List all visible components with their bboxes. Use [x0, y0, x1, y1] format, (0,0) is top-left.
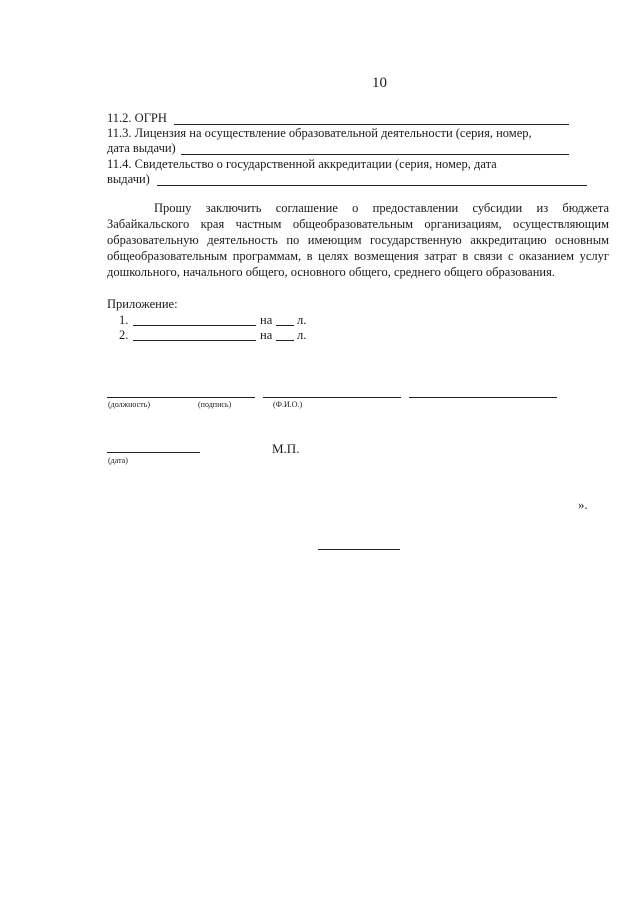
license-line [181, 154, 569, 155]
attachment-1-sheets-line [276, 325, 294, 326]
request-paragraph: Прошу заключить соглашение о предоставлении субсидии из бюджета Забайкальского края частным общеобразовательным организациям, осуществляющим образовательную деятельность по имеющим государственную аккредитацию основным общеобразовательным программам, в целях возмещения затрат в связи с оказанием услуг дошкольного, начального общего, основного общего, среднего общего образования. [107, 201, 609, 279]
end-rule [318, 549, 400, 550]
closing-quote: ». [578, 497, 588, 512]
attachment-1-line [133, 325, 256, 326]
license-date-label: дата выдачи) [107, 141, 176, 155]
attachment-2-sheets-line [276, 340, 294, 341]
attachments-heading: Приложение: [107, 297, 178, 311]
name-line [409, 397, 557, 398]
attachment-1-on: на [260, 313, 273, 327]
attachment-1-sheets: л. [297, 313, 307, 327]
signature-line [263, 397, 401, 398]
attachment-2-on: на [260, 328, 273, 342]
ogrn-line [174, 124, 569, 125]
date-caption: (дата) [108, 456, 128, 465]
name-caption: (Ф.И.О.) [273, 400, 303, 409]
attachment-2-sheets: л. [297, 328, 307, 342]
license-label: 11.3. Лицензия на осуществление образовательной деятельности (серия, номер, [107, 126, 532, 140]
position-caption: (должность) [108, 400, 150, 409]
accreditation-line [157, 185, 587, 186]
attachment-2-line [133, 340, 256, 341]
page-number: 10 [372, 75, 387, 91]
attachment-2-number: 2. [119, 328, 129, 342]
stamp-placeholder: М.П. [272, 441, 300, 456]
attachment-1-number: 1. [119, 313, 129, 327]
position-line [107, 397, 255, 398]
accreditation-date-label: выдачи) [107, 172, 150, 186]
accreditation-label: 11.4. Свидетельство о государственной аккредитации (серия, номер, дата [107, 157, 497, 171]
ogrn-label: 11.2. ОГРН [107, 111, 167, 125]
date-line [107, 452, 200, 453]
signature-caption: (подпись) [198, 400, 232, 409]
